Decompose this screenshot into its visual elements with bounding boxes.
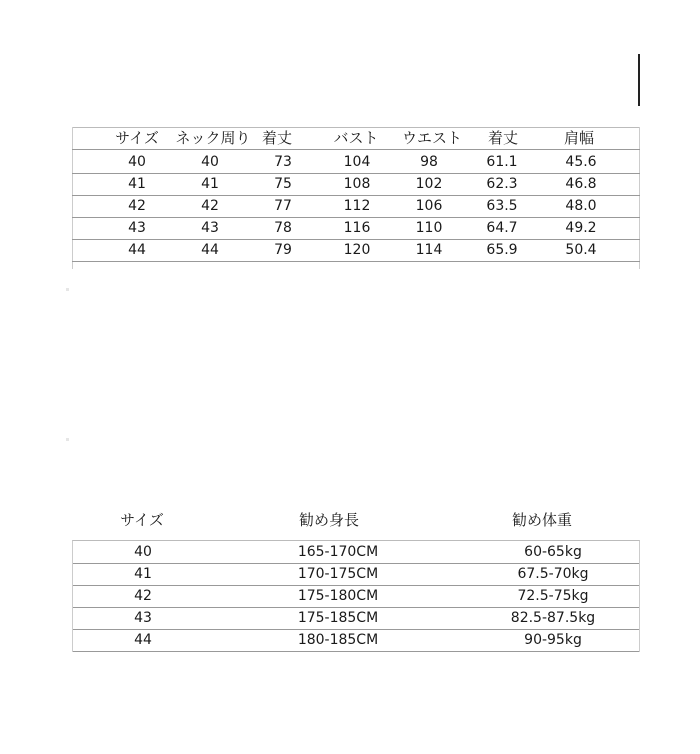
cell-height: 165-170CM [297,544,379,560]
cell-length: 77 [274,198,292,214]
recommend-table-header [72,507,640,533]
cell-size: 43 [134,610,152,626]
table-row [72,195,640,218]
cell-length-2: 62.3 [486,176,518,192]
cell-length: 75 [274,176,292,192]
cell-size: 43 [128,220,146,236]
cell-height: 180-185CM [297,632,379,648]
cell-waist: 106 [415,198,443,214]
cell-shoulder: 48.0 [565,198,597,214]
cell-bust: 112 [343,198,371,214]
cell-size: 41 [134,566,152,582]
header-size: サイズ [115,129,159,147]
cell-size: 40 [134,544,152,560]
cell-weight: 72.5-75kg [517,588,589,604]
cell-shoulder: 46.8 [565,176,597,192]
header-size: サイズ [120,511,164,529]
cell-bust: 116 [343,220,371,236]
scan-speck [66,288,69,291]
cell-shoulder: 49.2 [565,220,597,236]
cell-length: 73 [274,154,292,170]
cell-weight: 60-65kg [524,544,582,560]
vertical-divider-line [638,54,640,106]
cell-neck: 43 [201,220,219,236]
cell-bust: 108 [343,176,371,192]
table-row [73,563,639,586]
cell-length-2: 63.5 [486,198,518,214]
cell-bust: 104 [343,154,371,170]
cell-neck: 44 [201,242,219,258]
header-recommended-weight: 勧め体重 [511,511,572,529]
cell-neck: 40 [201,154,219,170]
cell-length: 79 [274,242,292,258]
table-row [72,151,640,174]
table-row [73,541,639,564]
table-row [72,217,640,240]
table-header-row [72,127,640,150]
cell-weight: 67.5-70kg [517,566,589,582]
size-measurement-table [72,127,640,269]
header-shoulder: 肩幅 [563,129,594,147]
header-waist: ウエスト [401,129,462,147]
table-row [73,607,639,630]
cell-bust: 120 [343,242,371,258]
cell-size: 44 [128,242,146,258]
cell-length: 78 [274,220,292,236]
cell-neck: 41 [201,176,219,192]
header-recommended-height: 勧め身長 [298,511,359,529]
table-row [73,585,639,608]
cell-weight: 90-95kg [524,632,582,648]
cell-shoulder: 45.6 [565,154,597,170]
table-row [72,173,640,196]
cell-weight: 82.5-87.5kg [510,610,596,626]
header-neck: ネック周り [175,129,251,147]
cell-length-2: 64.7 [486,220,518,236]
cell-size: 42 [134,588,152,604]
cell-waist: 110 [415,220,443,236]
cell-size: 40 [128,154,146,170]
cell-size: 41 [128,176,146,192]
cell-waist: 102 [415,176,443,192]
recommend-table [72,540,640,652]
cell-waist: 98 [420,154,438,170]
cell-size: 44 [134,632,152,648]
cell-neck: 42 [201,198,219,214]
cell-length-2: 65.9 [486,242,518,258]
cell-height: 175-185CM [297,610,379,626]
cell-waist: 114 [415,242,443,258]
cell-height: 175-180CM [297,588,379,604]
table-row [72,239,640,262]
cell-size: 42 [128,198,146,214]
cell-height: 170-175CM [297,566,379,582]
header-length-2: 着丈 [487,129,518,147]
scan-speck [66,438,69,441]
cell-shoulder: 50.4 [565,242,597,258]
header-bust: バスト [333,129,379,147]
cell-length-2: 61.1 [486,154,518,170]
header-length: 着丈 [261,129,292,147]
table-row [73,629,639,652]
